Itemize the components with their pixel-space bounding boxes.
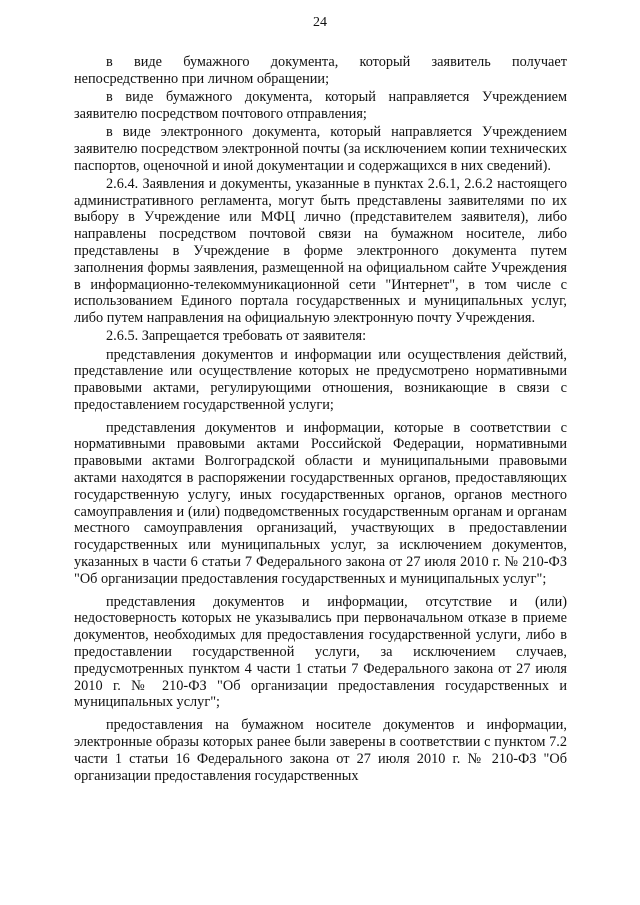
document-body bbox=[74, 54, 567, 786]
paragraph-paper-postal: в виде бумажного документа, который направляется Учреждением заявителю посредством почтового отправления; bbox=[74, 88, 567, 122]
paragraph-prohibition-3: представления документов и информации, отсутствие и (или) недостоверность которых не указывались при первоначальном отказе в приеме документов, необходимых для предоставления государственной услуги, либо в предоставлении государственной услуги, за исключением случаев, предусмотренных пунктом 4 части 1 статьи 7 Федерального закона от 27 июля 2010 г. № 210-ФЗ "Об организации предоставления государственных и муниципальных услуг"; bbox=[74, 593, 567, 711]
paragraph-2-6-4: 2.6.4. Заявления и документы, указанные в пунктах 2.6.1, 2.6.2 настоящего административного регламента, могут быть представлены заявителями по их выбору в Учреждение или МФЦ лично (представителем заявителя), либо направлены посредством почтовой связи на бумажном носителе, либо представлены в Учреждение в форме электронного документа путем заполнения формы заявления, размещенной на официальном сайте Учреждения в информационно-телекоммуникационной сети "Интернет", в том числе с использованием Единого портала государственных и муниципальных услуг, либо путем направления на официальную электронную почту Учреждения. bbox=[74, 175, 567, 327]
paragraph-prohibition-4: предоставления на бумажном носителе документов и информации, электронные образы которых ранее были заверены в соответствии с пунктом 7.2 части 1 статьи 16 Федерального закона от 27 июля 2010 г. № 210-ФЗ "Об организации предоставления государственных bbox=[74, 717, 567, 784]
paragraph-prohibition-1: представления документов и информации или осуществления действий, представление или осуществление которых не предусмотрено нормативными правовыми актами, регулирующими отношения, возникающие в связи с предоставлением государственной услуги; bbox=[74, 346, 567, 413]
paragraph-prohibition-2: представления документов и информации, которые в соответствии с нормативными правовыми актами Российской Федерации, нормативными правовыми актами Волгоградской области и муниципальными правовыми актами находятся в распоряжении государственных органов, предоставляющих государственную услугу, иных государственных органов, органов местного самоуправления и (или) подведомственных государственным органам и органам местного самоуправления организаций, участвующих в предоставлении государственных или муниципальных услуг, за исключением документов, указанных в части 6 статьи 7 Федерального закона от 27 июля 2010 г. № 210-ФЗ "Об организации предоставления государственных и муниципальных услуг"; bbox=[74, 419, 567, 587]
paragraph-2-6-5-heading: 2.6.5. Запрещается требовать от заявителя: bbox=[106, 328, 367, 345]
page-number: 24 bbox=[313, 15, 327, 30]
paragraph-electronic-email: в виде электронного документа, который направляется Учреждением заявителю посредством электронной почты (за исключением копии технических паспортов, оценочной и иной документации и содержащихся в них сведений). bbox=[74, 123, 567, 174]
paragraph-paper-personal: в виде бумажного документа, который заявитель получает непосредственно при личном обращении; bbox=[74, 54, 567, 87]
